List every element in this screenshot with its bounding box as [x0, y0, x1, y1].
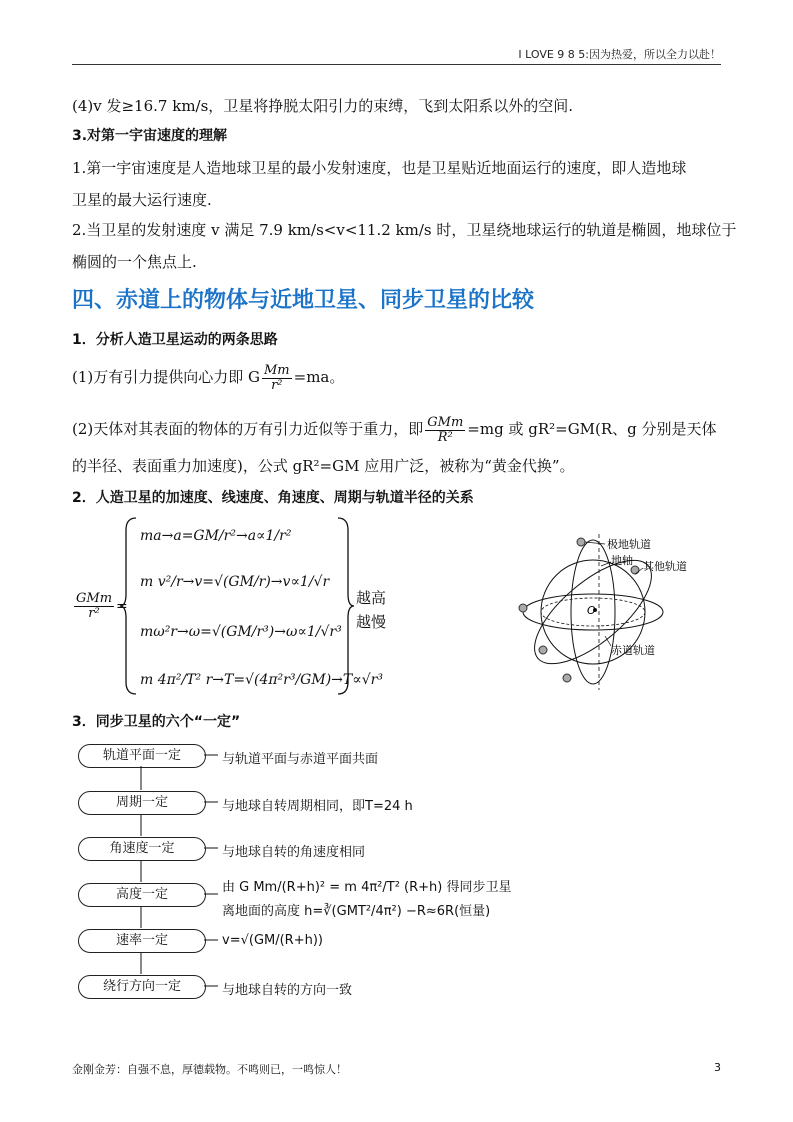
label-polar-orbit: 极地轨道 — [607, 538, 651, 551]
right-brace-icon — [334, 516, 356, 696]
formula-velocity: m v²/r→v=√(GM/r)→v∝1/√r — [140, 574, 330, 590]
satellite-2 — [577, 538, 585, 546]
sub1-line1 — [72, 360, 722, 394]
heading-3: 3.对第一宇宙速度的理解 — [72, 128, 228, 144]
flow-text-angular-velocity: 与地球自转的角速度相同 — [222, 845, 366, 860]
formula-lhs: $\frac{\text{GMm}}{\text{r²}}$ = — [76, 591, 128, 621]
header-text: I LOVE 9 8 5:因为热爱，所以全力以赴！ — [518, 48, 721, 61]
flow-text-period: 与地球自转周期相同，即T=24 h — [222, 799, 413, 814]
sub1-l2-num: GMm — [427, 414, 464, 430]
flow-connectors — [78, 742, 218, 998]
paragraph-1b: 卫星的最大运行速度. — [72, 191, 212, 209]
sub1-line2 — [72, 412, 722, 446]
sub1-l1-prefix: (1)万有引力提供向心力即 G — [72, 368, 260, 386]
lhs-num: GMm — [76, 591, 113, 606]
sub1-l1-num: Mm — [264, 362, 290, 378]
paragraph-1a: 1.第一宇宙速度是人造地球卫星的最小发射速度，也是卫星贴近地面运行的速度，即人造地球 — [72, 159, 687, 177]
formula-period: m 4π²/T² r→T=√(4π²r³/GM)→T∝√r³ — [140, 672, 383, 688]
orbit-diagram — [515, 530, 705, 700]
satellite-1 — [519, 604, 527, 612]
flow-box-height: 高度一定 — [78, 883, 206, 907]
section-title: 四、赤道上的物体与近地卫星、同步卫星的比较 — [72, 288, 535, 313]
sub1-l2-den: R² — [437, 429, 453, 445]
flow-box-angular-velocity: 角速度一定 — [78, 837, 206, 861]
paragraph-p4: (4)v 发≥16.7 km/s，卫星将挣脱太阳引力的束缚，飞到太阳系以外的空间. — [72, 97, 574, 115]
paragraph-2b: 椭圆的一个焦点上. — [72, 253, 197, 271]
satellite-4 — [539, 646, 547, 654]
sub3-title: 3．同步卫星的六个“一定” — [72, 714, 241, 730]
flow-box-direction: 绕行方向一定 — [78, 975, 206, 999]
sub1-l1-den: r² — [271, 377, 283, 393]
sub2-title: 2．人造卫星的加速度、线速度、角速度、周期与轨道半径的关系 — [72, 490, 474, 506]
flow-text-speed: v=√(GM/(R+h)) — [222, 933, 323, 948]
flow-text-orbit-plane: 与轨道平面与赤道平面共面 — [222, 752, 379, 767]
label-other-orbit: 其他轨道 — [643, 560, 687, 573]
left-brace-icon — [118, 516, 140, 696]
label-center: O — [587, 604, 596, 617]
side-label-higher: 越高 — [356, 589, 387, 607]
sub1-line3: 的半径、表面重力加速度)，公式 gR²=GM 应用广泛，被称为“黄金代换”。 — [72, 457, 575, 475]
footer-motto: 金刚金芳：自强不息，厚德载物。不鸣则已，一鸣惊人！ — [72, 1063, 347, 1076]
satellite-3 — [631, 566, 639, 574]
label-equatorial-orbit: 赤道轨道 — [611, 644, 655, 657]
lhs-fraction — [74, 592, 114, 621]
sub1-l2-prefix: (2)天体对其表面的物体的万有引力近似等于重力，即 — [72, 420, 424, 438]
formula-angular-velocity: mω²r→ω=√(GM/r³)→ω∝1/√r³ — [140, 624, 342, 640]
paragraph-2a: 2.当卫星的发射速度 v 满足 7.9 km/s<v<11.2 km/s 时，卫星绕地球运行的轨道是椭圆，地球位于 — [72, 221, 737, 239]
page-number: 3 — [714, 1061, 721, 1074]
sub1-l1-suffix: =ma。 — [293, 368, 345, 386]
satellite-5 — [563, 674, 571, 682]
sub1-l2-suffix: =mg 或 gR²=GM(R、g 分别是天体 — [467, 420, 717, 438]
header-rule — [72, 64, 721, 65]
formula-acceleration: ma→a=GM/r²→a∝1/r² — [140, 528, 292, 544]
flow-box-speed: 速率一定 — [78, 929, 206, 953]
flow-box-period: 周期一定 — [78, 791, 206, 815]
label-earth-axis: 地轴 — [611, 554, 633, 567]
sub1-title: 1．分析人造卫星运动的两条思路 — [72, 332, 278, 348]
flow-text-height-1: 由 G Mm/(R+h)² = m 4π²/T² (R+h) 得同步卫星 — [222, 880, 512, 895]
flow-text-direction: 与地球自转的方向一致 — [222, 983, 353, 998]
flow-box-orbit-plane: 轨道平面一定 — [78, 744, 206, 768]
sub1-l2-fraction — [425, 416, 465, 445]
side-label-slower: 越慢 — [356, 613, 387, 631]
lhs-den: r² — [88, 606, 100, 621]
sub1-l1-fraction — [262, 364, 292, 393]
flow-text-height-2: 离地面的高度 h=∛(GMT²/4π²) −R≈6R(恒量) — [222, 904, 491, 919]
